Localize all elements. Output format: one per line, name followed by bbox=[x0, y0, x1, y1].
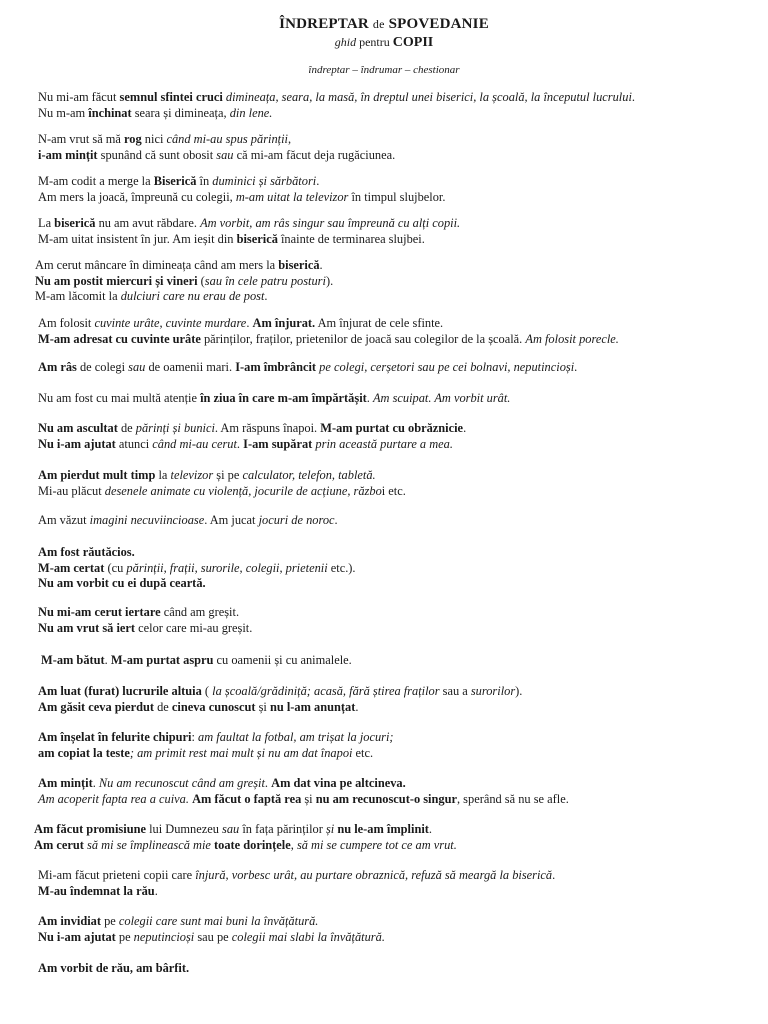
bold-text: Am vorbit de rău, am bârfit. bbox=[38, 961, 190, 975]
text-line bbox=[35, 258, 747, 274]
italic-text: colegii care sunt mai buni la învățătură. bbox=[118, 914, 319, 928]
text: Am văzut bbox=[38, 513, 90, 527]
italic-text: sau bbox=[216, 147, 234, 162]
italic-text: la școală/grădiniță; acasă, fără știrea fraților bbox=[212, 684, 440, 698]
text: Am mers la joacă, împreună cu colegii, bbox=[38, 189, 236, 204]
text-line bbox=[41, 653, 753, 669]
text-line bbox=[38, 513, 750, 529]
text: . bbox=[552, 868, 556, 882]
text: Nu mi-am făcut bbox=[38, 90, 120, 104]
bold-text: Am dat vina pe altcineva. bbox=[271, 776, 406, 790]
bold-text: M-am purtat cu obrăznicie bbox=[320, 421, 464, 435]
text: . bbox=[92, 776, 99, 790]
subtitle-ghid: ghid bbox=[334, 35, 357, 49]
text: . bbox=[334, 513, 338, 527]
text-line bbox=[38, 700, 750, 716]
text-line bbox=[38, 132, 750, 148]
bold-text: am copiat la teste bbox=[38, 745, 130, 760]
text: . bbox=[463, 421, 467, 435]
bold-text: biserică bbox=[278, 258, 320, 272]
italic-text: duminici și sărbători bbox=[212, 174, 317, 188]
text-line bbox=[38, 484, 750, 500]
italic-text: Am acoperit fapta rea a cuiva. bbox=[38, 791, 193, 806]
italic-text: pe colegi, cerșetori sau pe cei bolnavi, neputincioși bbox=[319, 360, 575, 374]
text: La bbox=[38, 216, 55, 230]
italic-text: Am scuipat. Am vorbit urât. bbox=[372, 391, 511, 405]
italic-text: desenele animate cu violență, jocurile de acțiune, războ bbox=[104, 483, 382, 498]
document-title bbox=[0, 14, 768, 34]
paragraph bbox=[38, 216, 750, 247]
paragraph bbox=[34, 822, 746, 853]
text-line bbox=[38, 930, 750, 946]
text: Mi-au plăcut bbox=[38, 483, 105, 498]
text: ). bbox=[325, 273, 334, 288]
italic-text: imagini necuviincioase bbox=[89, 513, 205, 527]
paragraph bbox=[38, 360, 750, 376]
bold-text: Am făcut o faptă rea bbox=[192, 791, 302, 806]
bold-text: în ziua în care m-am împărtășit bbox=[200, 391, 367, 405]
title-part-2: SPOVEDANIE bbox=[388, 16, 489, 32]
bold-text: Am râs bbox=[38, 360, 77, 374]
text: . bbox=[154, 883, 158, 898]
text: sau a bbox=[439, 684, 471, 698]
text: M-am uitat insistent în jur. Am ieșit din bbox=[38, 231, 237, 246]
italic-text: să mi se împlinească mie bbox=[87, 837, 211, 852]
text: . bbox=[236, 436, 244, 451]
italic-text: am faultat la fotbal, am trișat la jocuri; bbox=[198, 730, 394, 744]
text: pe bbox=[101, 914, 119, 928]
text: înainte de terminarea slujbei. bbox=[277, 231, 425, 246]
text: , bbox=[290, 837, 297, 852]
italic-text: jocuri de noroc bbox=[258, 513, 335, 527]
bold-text: toate dorințele bbox=[214, 837, 291, 852]
text: . bbox=[104, 653, 111, 667]
text-line bbox=[38, 576, 750, 592]
text: de oamenii mari. bbox=[145, 360, 236, 374]
text-line bbox=[38, 746, 750, 762]
bold-text: rog bbox=[124, 132, 142, 146]
text: nici bbox=[141, 132, 167, 146]
text: Nu am fost cu mai multă atenție bbox=[38, 391, 201, 405]
text: (cu bbox=[104, 560, 127, 575]
document-header bbox=[0, 14, 768, 77]
bold-text: semnul sfintei cruci bbox=[119, 90, 223, 104]
italic-text: părinții, frații, surorile, colegii, prietenii bbox=[126, 560, 328, 575]
bold-text: Am pierdut mult timp bbox=[38, 468, 156, 482]
paragraph bbox=[38, 391, 750, 407]
bold-text: Am găsit ceva pierdut bbox=[38, 699, 154, 714]
italic-text: din lene. bbox=[229, 105, 273, 120]
text-line bbox=[38, 868, 750, 884]
text: , bbox=[287, 132, 292, 146]
bold-text: nu le-am împlinit bbox=[337, 822, 429, 836]
title-part-1: ÎNDREPTAR bbox=[279, 16, 369, 32]
text-line bbox=[38, 332, 750, 348]
bold-text: Nu i-am ajutat bbox=[38, 929, 116, 944]
text: . bbox=[264, 289, 268, 303]
bold-text: Nu mi-am cerut iertare bbox=[38, 605, 161, 619]
italic-text: Am folosit porecle. bbox=[525, 331, 619, 346]
bold-text: I-am supărat bbox=[243, 436, 313, 451]
text: de bbox=[153, 699, 172, 714]
text: N-am vrut să mă bbox=[38, 132, 125, 146]
text: i etc. bbox=[381, 483, 406, 498]
bold-text: Nu am postit miercuri și vineri bbox=[35, 273, 198, 288]
paragraph bbox=[38, 468, 750, 499]
text: Nu m-am bbox=[38, 105, 89, 120]
text: părinților, fraților, prietenilor de joacă sau colegilor de la școală. bbox=[200, 331, 526, 346]
text: . Am jucat bbox=[204, 513, 259, 527]
text-line bbox=[38, 437, 750, 453]
italic-text: Nu am recunoscut când am greșit bbox=[98, 776, 265, 790]
italic-text: surorilor bbox=[470, 684, 516, 698]
text: . bbox=[246, 316, 253, 330]
text-line bbox=[38, 684, 750, 700]
bold-text: I-am îmbrâncit bbox=[235, 360, 317, 374]
italic-text: m-am uitat la televizor bbox=[235, 189, 349, 204]
text: . bbox=[428, 822, 433, 836]
italic-text: ; am primit rest mai mult și nu am dat înapoi bbox=[129, 745, 353, 760]
bold-text: Nu i-am ajutat bbox=[38, 436, 116, 451]
text: ( bbox=[201, 684, 213, 698]
bold-text: biserică bbox=[236, 231, 278, 246]
italic-text: Am vorbit, am râs singur sau împreună cu alți copii. bbox=[200, 216, 461, 230]
text: Am înjurat de cele sfinte. bbox=[315, 316, 444, 330]
italic-text: sau în cele patru posturi bbox=[204, 273, 326, 288]
bold-text: cineva cunoscut bbox=[171, 699, 256, 714]
text-line bbox=[38, 391, 750, 407]
text: : bbox=[191, 730, 199, 744]
text: spunând că sunt obosit bbox=[97, 147, 217, 162]
italic-text: dulciuri care nu erau de post bbox=[120, 289, 265, 303]
italic-text: colegii mai slabi la învățătură. bbox=[231, 929, 385, 944]
italic-text: și bbox=[325, 822, 335, 836]
text-line bbox=[35, 274, 747, 290]
text-line bbox=[38, 961, 750, 977]
italic-text: cuvinte urâte, cuvinte murdare bbox=[94, 316, 247, 330]
text-line bbox=[38, 216, 750, 232]
text-line bbox=[38, 545, 750, 561]
paragraph bbox=[38, 174, 750, 205]
text-line bbox=[38, 360, 750, 376]
paragraph bbox=[38, 90, 750, 121]
bold-text: M-am purtat aspru bbox=[110, 653, 214, 667]
text-line bbox=[38, 232, 750, 248]
bold-text: nu am recunoscut-o singur bbox=[315, 791, 457, 806]
text: . bbox=[316, 174, 320, 188]
text-line bbox=[38, 316, 750, 332]
paragraph bbox=[38, 868, 750, 899]
bold-text: M-am certat bbox=[38, 560, 105, 575]
text-line bbox=[38, 561, 750, 577]
text: . bbox=[631, 90, 636, 104]
text: lui Dumnezeu bbox=[145, 822, 223, 836]
text: . bbox=[355, 699, 359, 714]
title-connector: de bbox=[372, 17, 385, 31]
bold-text: M-au îndemnat la rău bbox=[38, 883, 155, 898]
text: . bbox=[574, 360, 578, 374]
text: când am greșit. bbox=[160, 605, 240, 619]
text: Am folosit bbox=[38, 316, 95, 330]
subtitle-copii: COPII bbox=[392, 35, 434, 50]
text: , sperând să nu se afle. bbox=[456, 791, 569, 806]
text: și pe bbox=[213, 468, 243, 482]
bold-text: Biserică bbox=[153, 174, 197, 188]
text: că mi-am făcut deja rugăciunea. bbox=[233, 147, 396, 162]
text-line bbox=[38, 421, 750, 437]
text: de bbox=[117, 421, 136, 435]
paragraph bbox=[38, 914, 750, 945]
text-line bbox=[38, 90, 750, 106]
paragraph bbox=[35, 258, 747, 305]
paragraph bbox=[38, 961, 750, 977]
paragraph bbox=[38, 776, 750, 807]
text-line bbox=[38, 106, 750, 122]
italic-text: neputincioși bbox=[133, 929, 195, 944]
text-line bbox=[34, 822, 746, 838]
bold-text: nu l-am anunțat bbox=[269, 699, 356, 714]
paragraph bbox=[38, 605, 750, 636]
italic-text: când mi-au spus părinții bbox=[166, 132, 288, 146]
text: . Am răspuns înapoi. bbox=[214, 421, 321, 435]
text-line bbox=[34, 838, 746, 854]
text: seara și dimineața, bbox=[131, 105, 230, 120]
italic-text: prin această purtare a mea. bbox=[315, 436, 453, 451]
text: sau pe bbox=[194, 929, 232, 944]
text: de colegi bbox=[76, 360, 129, 374]
text: atunci bbox=[115, 436, 153, 451]
text: . bbox=[366, 391, 373, 405]
bold-text: Am înșelat în felurite chipuri bbox=[38, 730, 192, 744]
text-line bbox=[38, 174, 750, 190]
italic-text: calculator, telefon, tabletă. bbox=[242, 468, 376, 482]
bold-text: M-am bătut bbox=[41, 653, 105, 667]
bold-text: biserică bbox=[54, 216, 96, 230]
text-line bbox=[38, 148, 750, 164]
bold-text: Am înjurat. bbox=[252, 316, 316, 330]
paragraph bbox=[38, 316, 750, 347]
document-tagline: îndreptar – îndrumar – chestionar bbox=[308, 64, 460, 76]
italic-text: părinți și bunici bbox=[135, 421, 215, 435]
text-line bbox=[38, 621, 750, 637]
text: și bbox=[301, 791, 316, 806]
text-line bbox=[38, 914, 750, 930]
bold-text: Am fost răutăcios. bbox=[38, 545, 135, 559]
paragraph bbox=[38, 421, 750, 452]
text: în timpul slujbelor. bbox=[348, 189, 446, 204]
paragraph bbox=[38, 513, 750, 529]
text: pe bbox=[115, 929, 134, 944]
document-subtitle bbox=[0, 34, 768, 51]
text: în bbox=[196, 174, 213, 188]
text: . bbox=[319, 258, 323, 272]
text: Mi-am făcut prieteni copii care bbox=[38, 868, 196, 882]
bold-text: Nu am ascultat bbox=[38, 421, 118, 435]
text: cu oamenii și cu animalele. bbox=[213, 653, 352, 667]
italic-text: dimineața, seara, la masă, în dreptul unei biserici, la școală, la începutul lucrului bbox=[225, 90, 632, 104]
paragraph bbox=[38, 545, 750, 592]
bold-text: i-am mințit bbox=[38, 147, 98, 162]
text: în fața părinților bbox=[239, 822, 326, 836]
bold-text: Nu am vorbit cu ei după ceartă. bbox=[38, 576, 206, 590]
text-line bbox=[38, 884, 750, 900]
bold-text: Am mințit bbox=[38, 776, 93, 790]
bold-text: Am făcut promisiune bbox=[34, 822, 146, 836]
text-line bbox=[38, 468, 750, 484]
text: nu am avut răbdare. bbox=[95, 216, 201, 230]
text-line bbox=[38, 792, 750, 808]
paragraph bbox=[41, 653, 753, 669]
text: ( bbox=[197, 273, 205, 288]
italic-text: înjură, vorbesc urât, au purtare obraznică, refuză să meargă la biserică bbox=[195, 868, 553, 882]
bold-text: Am cerut bbox=[34, 837, 84, 852]
bold-text: Am invidiat bbox=[38, 914, 101, 928]
italic-text: televizor bbox=[170, 468, 214, 482]
bold-text: M-am adresat cu cuvinte urâte bbox=[38, 331, 201, 346]
text-line bbox=[38, 776, 750, 792]
text: ). bbox=[515, 684, 523, 698]
text-line bbox=[38, 730, 750, 746]
text: M-am codit a merge la bbox=[38, 174, 154, 188]
bold-text: închinat bbox=[88, 105, 132, 120]
text: la bbox=[155, 468, 171, 482]
text-line bbox=[35, 289, 747, 305]
bold-text: Am luat (furat) lucrurile altuia bbox=[38, 684, 202, 698]
text-line bbox=[38, 190, 750, 206]
paragraph bbox=[38, 132, 750, 163]
italic-text: când mi-au cerut bbox=[152, 436, 237, 451]
text: etc.). bbox=[327, 560, 356, 575]
subtitle-pentru: pentru bbox=[359, 35, 390, 49]
paragraph bbox=[38, 684, 750, 715]
italic-text: să mi se cumpere tot ce am vrut. bbox=[296, 837, 457, 852]
text: Am cerut mâncare în dimineața când am mers la bbox=[35, 258, 279, 272]
text: . bbox=[264, 776, 272, 790]
paragraph bbox=[38, 730, 750, 761]
text: M-am lăcomit la bbox=[35, 289, 121, 303]
italic-text: sau bbox=[128, 360, 146, 374]
text: și bbox=[255, 699, 270, 714]
italic-text: sau bbox=[222, 822, 240, 836]
text: celor care mi-au greșit. bbox=[135, 620, 253, 635]
bold-text: Nu am vrut să iert bbox=[38, 620, 136, 635]
text: etc. bbox=[352, 745, 374, 760]
text-line bbox=[38, 605, 750, 621]
